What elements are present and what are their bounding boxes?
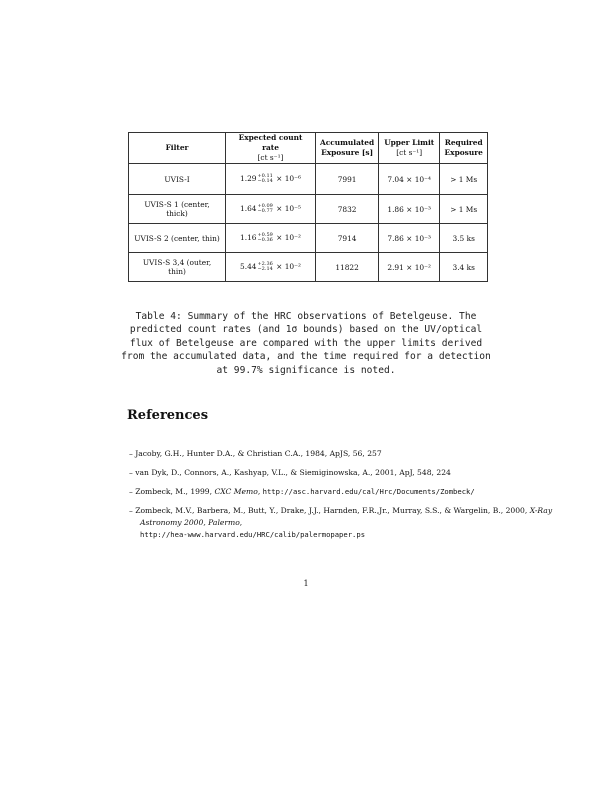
- table-row: [129, 195, 488, 224]
- reference-url-link[interactable]: http://hea-www.harvard.edu/HRC/calib/palermopaper.ps: [140, 530, 366, 539]
- reference-item: – Zombeck, M.V., Barbera, M., Butt, Y., Drake, J.J., Harnden, F.R.,Jr., Murray, S.S., & Wargelin, B., 2000, X-Ray Astronomy 2000, Palermo, http://hea-www.harvard.edu/HRC/calib/palermopaper.ps: [129, 506, 553, 539]
- cell-upper-limit: 7.04 × 10⁻⁴: [379, 164, 440, 195]
- column-header-required-exposure: Required Exposure: [440, 133, 488, 164]
- cell-required: > 1 Ms: [440, 195, 488, 224]
- cell-exposure: 7832: [316, 195, 379, 224]
- cell-expected-rate: 1.64 +0.09 −0.77 × 10⁻⁵: [226, 195, 316, 224]
- reference-list: [129, 448, 589, 548]
- table-row: [129, 253, 488, 282]
- table-row: [129, 164, 488, 195]
- cell-filter: UVIS-S 2 (center, thin): [129, 224, 226, 253]
- column-header-upper-limit: Upper Limit [ct s⁻¹]: [379, 133, 440, 164]
- cell-filter: UVIS-S 3,4 (outer, thin): [129, 253, 226, 282]
- column-header-accumulated-exposure: Accumulated Exposure [s]: [316, 133, 379, 164]
- cell-upper-limit: 7.86 × 10⁻³: [379, 224, 440, 253]
- reference-item: – Jacoby, G.H., Hunter D.A., & Christian C.A., 1984, ApJS, 56, 257: [129, 449, 382, 458]
- references-heading: References: [127, 408, 209, 423]
- cell-exposure: 7991: [316, 164, 379, 195]
- hrc-observations-table: [128, 132, 488, 282]
- cell-upper-limit: 1.86 × 10⁻³: [379, 195, 440, 224]
- table-header-row: [129, 133, 488, 164]
- cell-exposure: 11822: [316, 253, 379, 282]
- column-header-filter: Filter: [129, 133, 226, 164]
- table-row: [129, 224, 488, 253]
- table-caption: Table 4: Summary of the HRC observations of Betelgeuse. The predicted count rates (and 1σ bounds) based on the UV/optical flux of Betelgeuse are compared with the upper limits derived from the accumulated data, and the time required for a detection at 99.7% significance is noted.: [121, 311, 491, 376]
- column-header-expected-count-rate: Expected count rate [ct s⁻¹]: [226, 133, 316, 164]
- cell-expected-rate: 1.29 +0.11 −0.14 × 10⁻⁶: [226, 164, 316, 195]
- cell-required: 3.5 ks: [440, 224, 488, 253]
- reference-item: – van Dyk, D., Connors, A., Kashyap, V.L., & Siemiginowska, A., 2001, ApJ, 548, 224: [129, 468, 451, 477]
- cell-expected-rate: 1.16 +0.59 −0.36 × 10⁻²: [226, 224, 316, 253]
- reference-url-link[interactable]: http://asc.harvard.edu/cal/Hrc/Documents/Zombeck/: [262, 487, 475, 496]
- page-number: 1: [303, 579, 309, 588]
- cell-expected-rate: 5.44 +2.36 −2.14 × 10⁻²: [226, 253, 316, 282]
- cell-required: > 1 Ms: [440, 164, 488, 195]
- cell-required: 3.4 ks: [440, 253, 488, 282]
- reference-item: – Zombeck, M., 1999, CXC Memo, http://asc.harvard.edu/cal/Hrc/Documents/Zombeck/: [129, 487, 475, 496]
- cell-filter: UVIS-S 1 (center, thick): [129, 195, 226, 224]
- cell-upper-limit: 2.91 × 10⁻²: [379, 253, 440, 282]
- cell-exposure: 7914: [316, 224, 379, 253]
- cell-filter: UVIS-I: [129, 164, 226, 195]
